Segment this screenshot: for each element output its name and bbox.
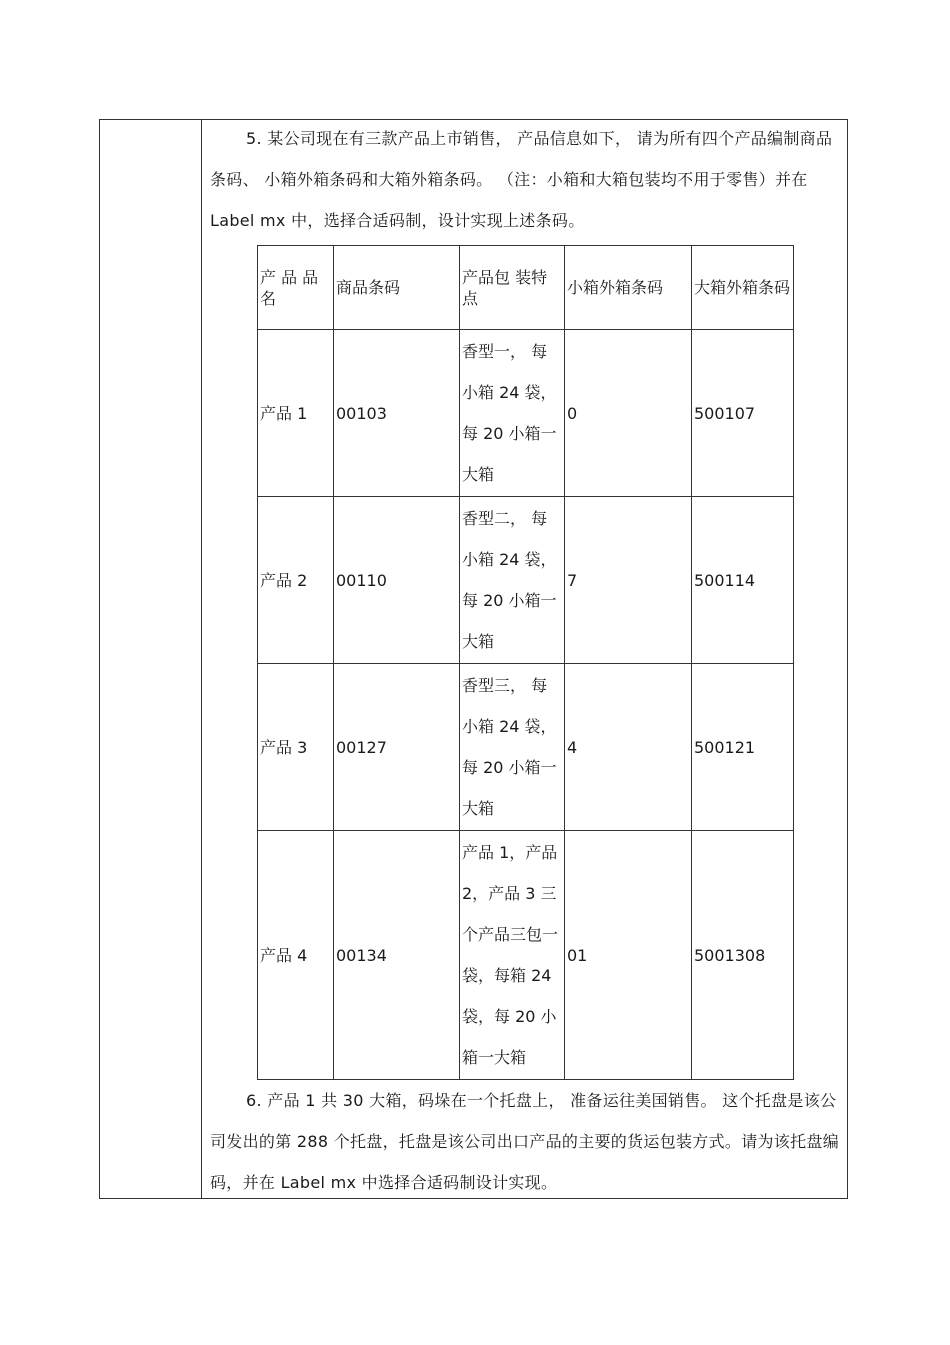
cell-product-name: 产品 2 bbox=[258, 497, 334, 664]
table-row bbox=[258, 664, 794, 831]
cell-product-code: 00134 bbox=[334, 831, 460, 1080]
table-row bbox=[258, 831, 794, 1080]
cell-big-box-code: 5001308 bbox=[692, 831, 794, 1080]
cell-big-box-code: 500107 bbox=[692, 330, 794, 497]
header-big-box-code: 大箱外箱条码 bbox=[692, 246, 794, 330]
cell-product-code: 00110 bbox=[334, 497, 460, 664]
cell-small-box-code: 01 bbox=[565, 831, 692, 1080]
cell-packaging: 香型三， 每小箱 24 袋，每 20 小箱一大箱 bbox=[460, 664, 565, 831]
question-6 bbox=[210, 1080, 840, 1203]
question-6-number: 6. bbox=[246, 1091, 262, 1110]
column-divider bbox=[201, 120, 202, 1198]
cell-big-box-code: 500121 bbox=[692, 664, 794, 831]
question-5-number: 5. bbox=[246, 129, 262, 148]
cell-product-code: 00103 bbox=[334, 330, 460, 497]
cell-product-name: 产品 3 bbox=[258, 664, 334, 831]
question-5-text: 某公司现在有三款产品上市销售， 产品信息如下， 请为所有四个产品编制商品条码、 小箱外箱条码和大箱外箱条码。 （注：小箱和大箱包装均不用于零售）并在 Label mx 中，选择合适码制，设计实现上述条码。 bbox=[210, 129, 833, 230]
cell-big-box-code: 500114 bbox=[692, 497, 794, 664]
cell-packaging: 产品 1，产品 2，产品 3 三个产品三包一袋，每箱 24 袋，每 20 小箱一大箱 bbox=[460, 831, 565, 1080]
cell-small-box-code: 4 bbox=[565, 664, 692, 831]
cell-product-name: 产品 1 bbox=[258, 330, 334, 497]
table-header-row bbox=[258, 246, 794, 330]
cell-product-code: 00127 bbox=[334, 664, 460, 831]
form-table bbox=[99, 119, 848, 1199]
table-row bbox=[258, 497, 794, 664]
cell-packaging: 香型一， 每小箱 24 袋，每 20 小箱一大箱 bbox=[460, 330, 565, 497]
header-product-code: 商品条码 bbox=[334, 246, 460, 330]
question-6-text: 产品 1 共 30 大箱，码垛在一个托盘上， 准备运往美国销售。 这个托盘是该公司发出的第 288 个托盘，托盘是该公司出口产品的主要的货运包装方式。请为该托盘编码，并在 Label mx 中选择合适码制设计实现。 bbox=[210, 1091, 840, 1192]
header-small-box-code: 小箱外箱条码 bbox=[565, 246, 692, 330]
product-table bbox=[257, 245, 794, 1080]
question-5 bbox=[210, 118, 840, 241]
cell-packaging: 香型二， 每小箱 24 袋，每 20 小箱一大箱 bbox=[460, 497, 565, 664]
cell-small-box-code: 0 bbox=[565, 330, 692, 497]
header-product-name: 产 品 品 名 bbox=[258, 246, 334, 330]
cell-small-box-code: 7 bbox=[565, 497, 692, 664]
table-row bbox=[258, 330, 794, 497]
cell-product-name: 产品 4 bbox=[258, 831, 334, 1080]
header-packaging: 产品包 装特点 bbox=[460, 246, 565, 330]
